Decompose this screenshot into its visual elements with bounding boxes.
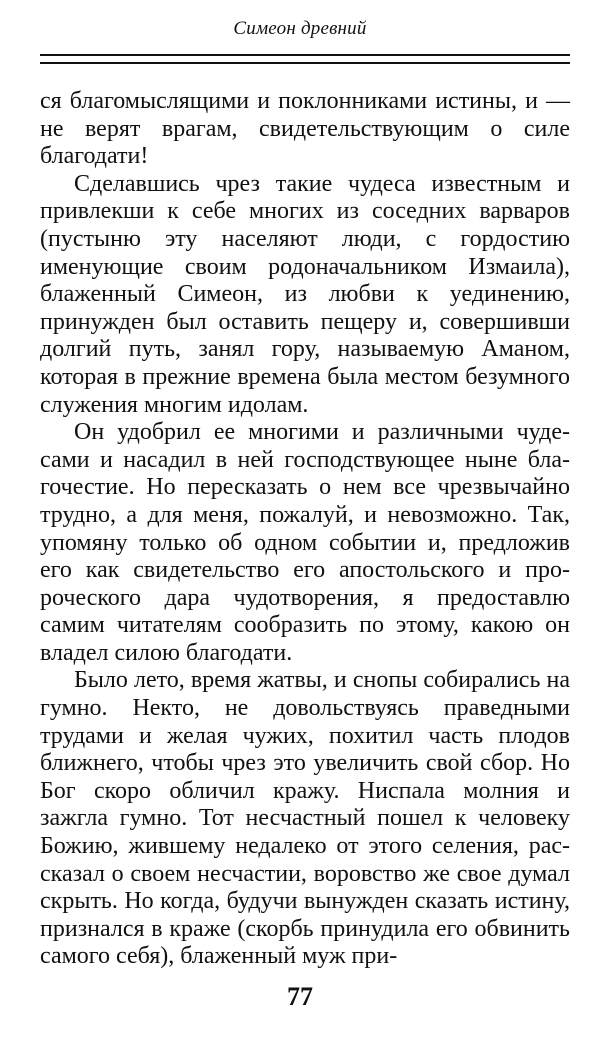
page-number: 77 <box>287 982 313 1011</box>
running-title: Симеон древний <box>233 18 367 39</box>
body-text <box>40 88 570 971</box>
header-rule-top <box>40 54 570 56</box>
paragraph-continued: ся благомыслящими и поклонниками истины, и — не верят врагам, свидетельствующим о силе благодати! <box>40 88 570 170</box>
paragraph: Он удобрил ее многими и различными чудесами и насадил в ней господствующее ныне благочестие. Но пересказать о нем все чрезвычайно трудно, а для меня, пожалуй, и невозможно. Так, упомяну только об одном событии и, предложив его как свидетельство его апостольского и пророческого дара чудотворения, я предоставлю самим читателям сообразить по этому, какою он владел силою благодати. <box>40 419 570 666</box>
paragraph: Сделавшись чрез такие чудеса известным и привлекши к себе многих из соседних варваров (пустыню эту населяют люди, с гордостию именующие своим родоначальником Измаила), блаженный Симеон, из любви к уединению, принужден был оставить пещеру и, совершивши долгий путь, занял гору, называемую Аманом, которая в прежние времена была местом безумного служения многим идолам. <box>40 170 570 418</box>
paragraph: Было лето, время жатвы, и снопы собирались на гумно. Некто, не довольствуясь праведными трудами и желая чужих, похитил часть плодов ближнего, чтобы чрез это увеличить свой сбор. Но Бог скоро обличил кражу. Ниспала молния и зажгла гумно. Тот несчастный пошел к человеку Божию, жившему недалеко от этого селения, рассказал о своем несчастии, воровство же свое думал скрыть. Но когда, будучи вынужден сказать истину, признался в краже (скорбь принудила его обвинить самого себя), блаженный муж при- <box>40 667 570 970</box>
header-rule-bottom <box>40 62 570 64</box>
